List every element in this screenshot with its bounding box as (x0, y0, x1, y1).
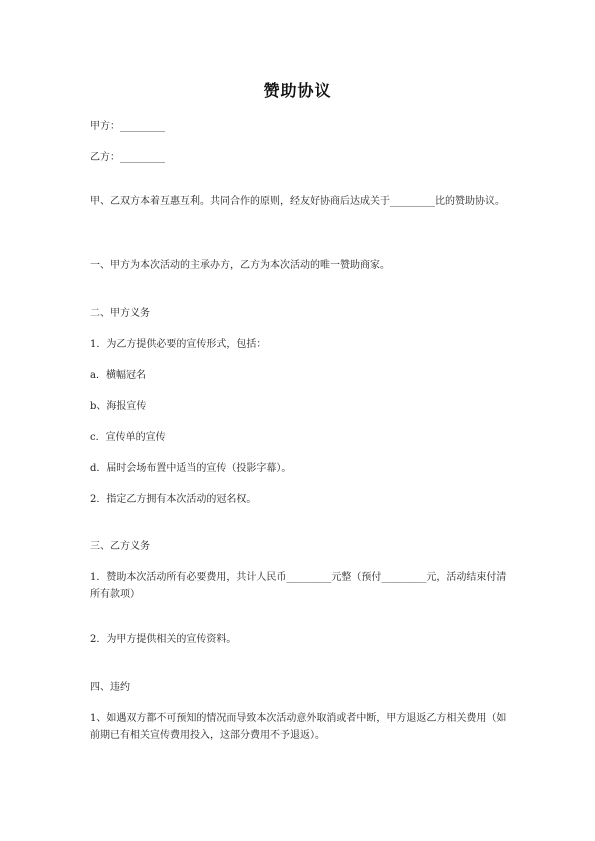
section2-item-b: b、海报宣传 (90, 401, 147, 412)
section2-item-c: c．宣传单的宣传 (90, 432, 166, 443)
section2-item1: 1．为乙方提供必要的宣传形式，包括： (90, 339, 267, 350)
section1-paragraph: 一、甲方为本次活动的主承办方，乙方为本次活动的唯一赞助商家。 (90, 260, 390, 271)
section4-heading: 四、违约 (90, 682, 130, 693)
section3-item2: 2．为甲方提供相关的宣传资料。 (90, 634, 237, 645)
document-title: 赞助协议 (263, 81, 332, 100)
section4-item1: 1、如遇双方都不可预知的情况而导致本次活动意外取消或者中断，甲方退返乙方相关费用（如前期已有相关宣传费用投入，这部分费用不予退返）。 (90, 713, 507, 741)
section2-item-a: a．横幅冠名 (90, 370, 146, 381)
party-a-line: 甲方：_________ (90, 121, 165, 132)
party-b-line: 乙方：_________ (90, 152, 165, 163)
section2-heading: 二、甲方义务 (90, 308, 150, 319)
section2-item2: 2．指定乙方拥有本次活动的冠名权。 (90, 494, 257, 505)
section3-heading: 三、乙方义务 (90, 541, 150, 552)
intro-paragraph: 甲、乙双方本着互惠互利。共同合作的原则，经友好协商后达成关于_________比的赞助协议。 (90, 196, 505, 207)
section3-item1: 1．赞助本次活动所有必要费用，共计人民币_________元整（预付_________元，活动结束付清所有款项） (90, 572, 507, 600)
section2-item-d: d．届时会场布置中适当的宣传（投影字幕）。 (90, 463, 292, 474)
